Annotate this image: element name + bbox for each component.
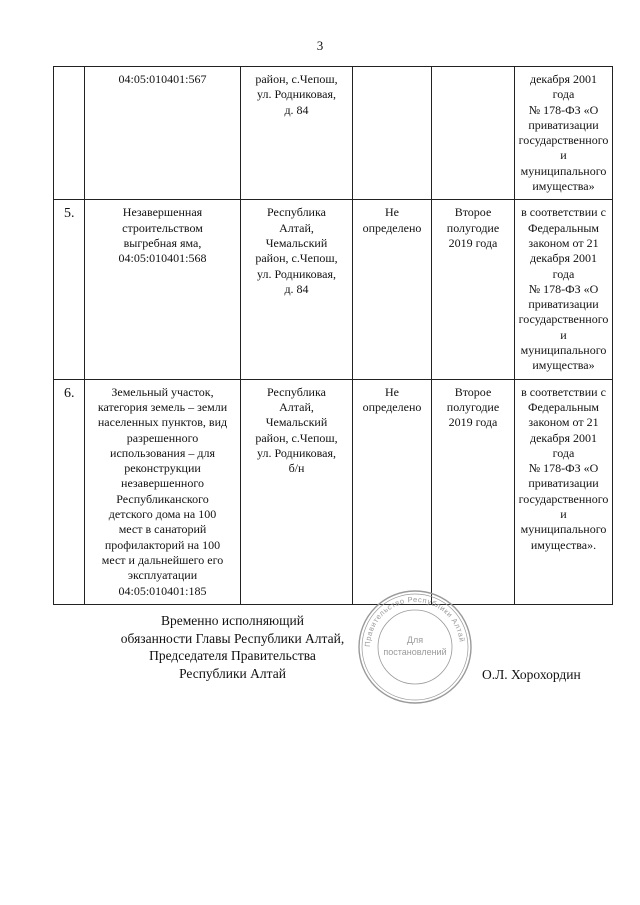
address-cell: район, с.Чепош, ул. Родниковая, д. 84: [241, 67, 353, 200]
term-cell: [432, 67, 515, 200]
cost-cell: Не определено: [353, 379, 432, 604]
cost-cell: [353, 67, 432, 200]
basis-cell: в соответствии с Федеральным законом от 21 декабря 2001 года № 178-ФЗ «О приватизации государственного и муниципального имущества».: [515, 379, 613, 604]
stamp-ring-text: Правительство Республики Алтай: [362, 594, 467, 648]
basis-cell: в соответствии с Федеральным законом от 21 декабря 2001 года № 178-ФЗ «О приватизации государственного и муниципального имущества»: [515, 200, 613, 379]
official-stamp: [356, 588, 474, 706]
term-cell: Второе полугодие 2019 года: [432, 379, 515, 604]
row-number: 5.: [54, 200, 85, 379]
address-cell: Республика Алтай, Чемальский район, с.Чепош, ул. Родниковая, б/н: [241, 379, 353, 604]
row-number: 6.: [54, 379, 85, 604]
table-row: [54, 379, 613, 604]
object-cell: 04:05:010401:567: [85, 67, 241, 200]
position-line: Председателя Правительства: [149, 648, 316, 663]
stamp-center-text-1: Для: [406, 635, 424, 645]
position-line: обязанности Главы Республики Алтай,: [120, 630, 345, 646]
signatory-name: О.Л. Хорохордин: [482, 667, 581, 682]
object-cell: Земельный участок, категория земель – земли населенных пунктов, вид разрешенного использования – для реконструкции незавершенного Республиканского детского дома на 100 мест в санаторий профилакторий на 100 мест и дальнейшего его эксплуатации 04:05:010401:185: [85, 379, 241, 604]
page-number: 3: [316, 38, 324, 53]
privatization-table: [53, 66, 613, 605]
address-cell: Республика Алтай, Чемальский район, с.Чепош, ул. Родниковая, д. 84: [241, 200, 353, 379]
signatory-position: [100, 612, 365, 682]
term-cell: Второе полугодие 2019 года: [432, 200, 515, 379]
row-number: [54, 67, 85, 200]
position-line: Республики Алтай: [179, 665, 286, 681]
position-line: Временно исполняющий: [161, 613, 304, 628]
object-cell: Незавершенная строительством выгребная яма, 04:05:010401:568: [85, 200, 241, 379]
basis-cell: декабря 2001 года № 178-ФЗ «О приватизации государственного и муниципального имущества»: [515, 67, 613, 200]
table-row: [54, 200, 613, 379]
table-row: [54, 67, 613, 200]
cost-cell: Не определено: [353, 200, 432, 379]
stamp-center-text-2: постановлений: [383, 647, 447, 657]
